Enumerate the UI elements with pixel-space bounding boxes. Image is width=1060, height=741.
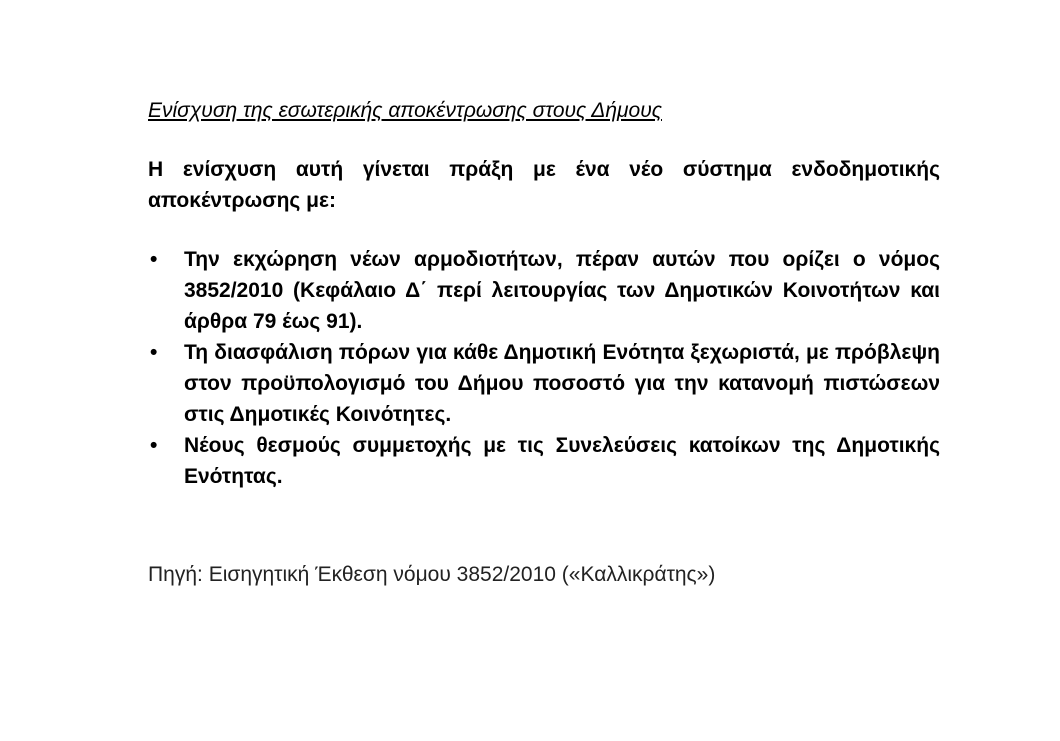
list-item: [148, 244, 940, 337]
bullet-list: [148, 244, 940, 492]
bullet-icon: •: [150, 434, 158, 457]
intro-paragraph: Η ενίσχυση αυτή γίνεται πράξη με ένα νέο σύστημα ενδοδημοτικής αποκέντρωσης με:: [148, 158, 940, 212]
list-item-text: Τη διασφάλιση πόρων για κάθε Δημοτική Ενότητα ξεχωριστά, με πρόβλεψη στον προϋπολογισμό του Δήμου ποσοστό για την κατανομή πιστώσεων στις Δημοτικές Κοινότητες.: [184, 341, 940, 426]
list-item: [148, 337, 940, 430]
bullet-icon: •: [150, 341, 158, 364]
list-item-text: Την εκχώρηση νέων αρμοδιοτήτων, πέραν αυτών που ορίζει ο νόμος 3852/2010 (Κεφάλαιο Δ΄ περί λειτουργίας των Δημοτικών Κοινοτήτων και άρθρα 79 έως 91).: [184, 248, 940, 333]
document-content: [148, 96, 940, 590]
list-item: [148, 430, 940, 492]
list-item-text: Νέους θεσμούς συμμετοχής με τις Συνελεύσεις κατοίκων της Δημοτικής Ενότητας.: [184, 434, 940, 488]
document-heading: Ενίσχυση της εσωτερικής αποκέντρωσης στους Δήμους: [148, 99, 662, 122]
source-note: Πηγή: Εισηγητική Έκθεση νόμου 3852/2010 («Καλλικράτης»): [148, 563, 716, 586]
bullet-icon: •: [150, 248, 158, 271]
